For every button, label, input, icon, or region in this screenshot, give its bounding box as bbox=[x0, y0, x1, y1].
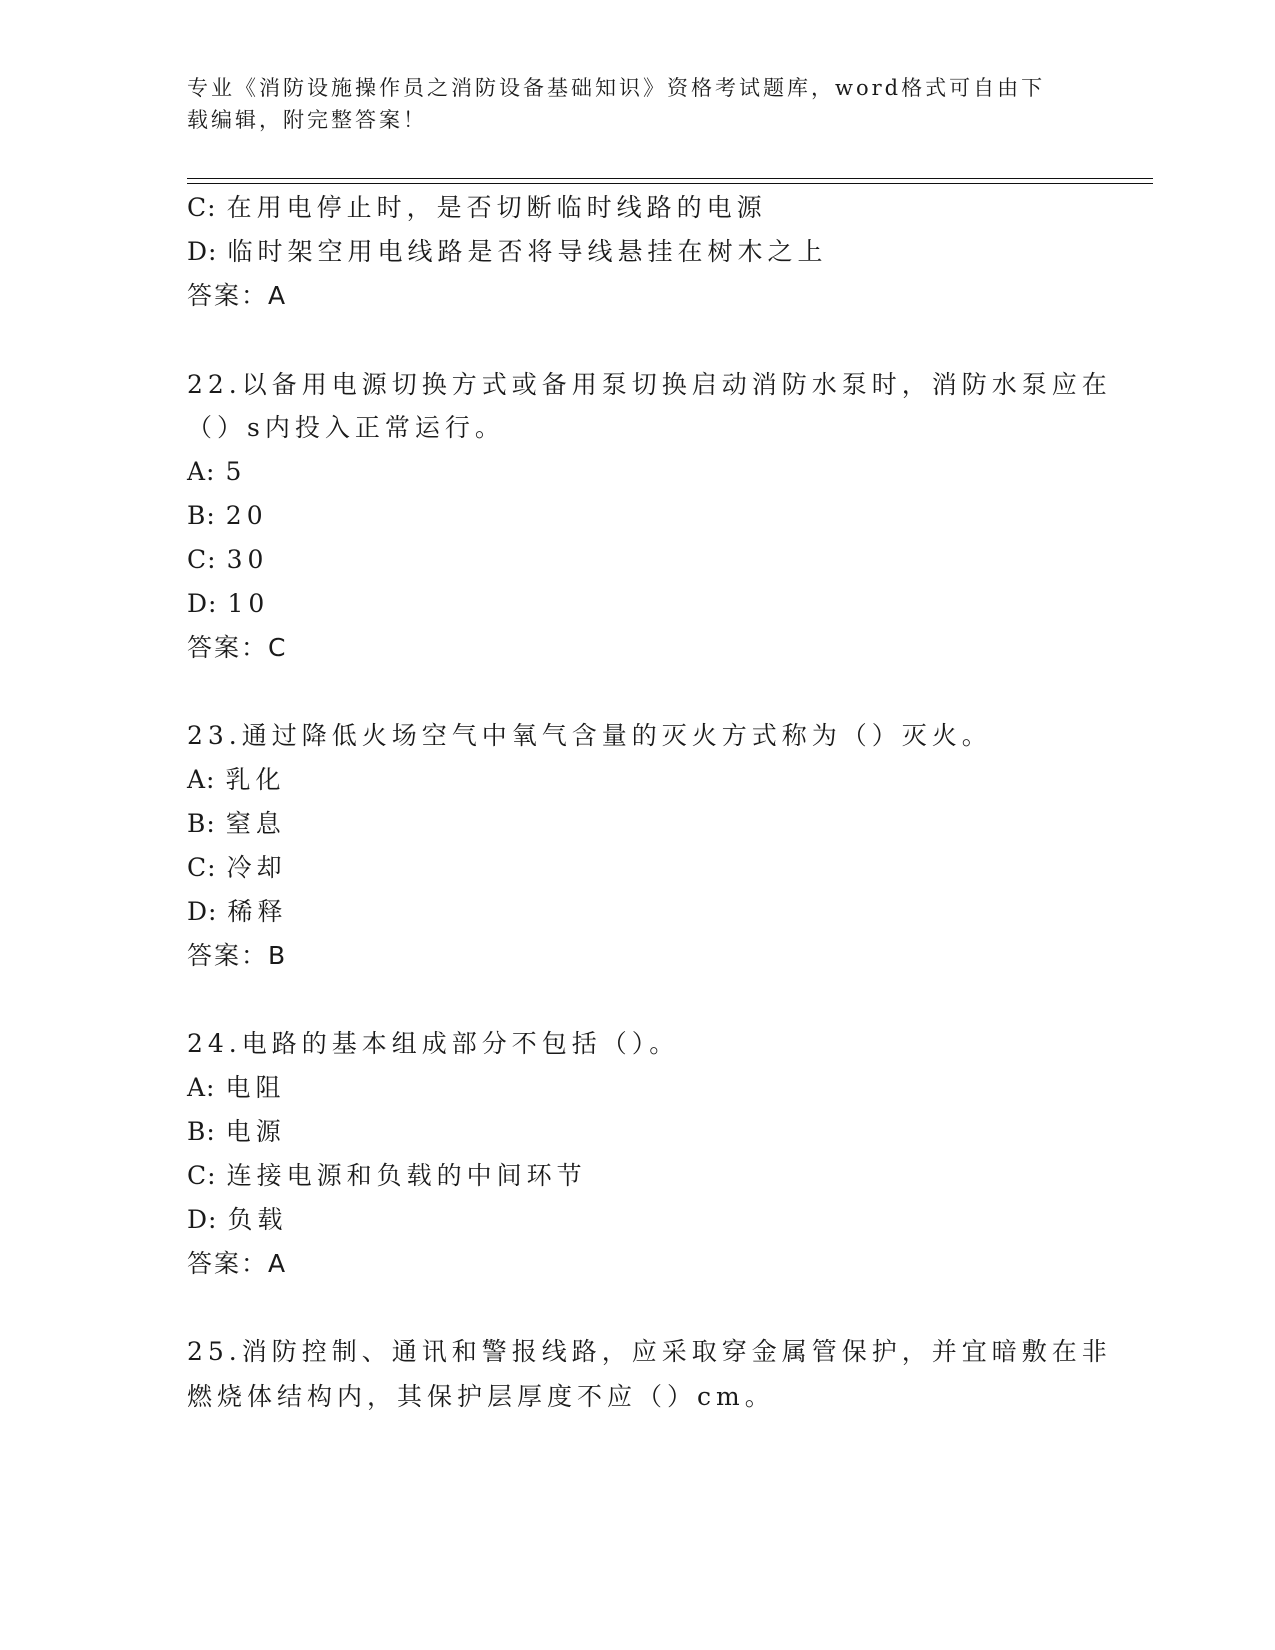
option-key: C: bbox=[187, 1161, 217, 1190]
option-key: A: bbox=[187, 765, 216, 794]
q22-answer: 答案：C bbox=[187, 633, 288, 662]
option-text: 窒息 bbox=[225, 809, 286, 838]
option-key: D: bbox=[187, 589, 218, 618]
option-key: C: bbox=[187, 853, 217, 882]
q22-option-c bbox=[187, 545, 268, 575]
header-divider-bottom bbox=[187, 183, 1153, 184]
option-text: 负载 bbox=[227, 1205, 288, 1234]
q23-option-c bbox=[187, 853, 287, 883]
q23-answer: 答案：B bbox=[187, 941, 288, 970]
option-key: D: bbox=[187, 237, 218, 266]
option-text: 临时架空用电线路是否将导线悬挂在树木之上 bbox=[227, 237, 828, 266]
q22-option-a bbox=[187, 457, 246, 487]
q24-option-b bbox=[187, 1117, 286, 1147]
option-key: B: bbox=[187, 809, 216, 838]
q21-option-c bbox=[187, 193, 767, 223]
q24-stem-line-1: 24.电路的基本组成部分不包括（）。 bbox=[187, 1029, 680, 1058]
option-key: C: bbox=[187, 193, 217, 222]
option-key: D: bbox=[187, 1205, 218, 1234]
option-text: 电源 bbox=[225, 1117, 286, 1146]
header-divider-top bbox=[187, 178, 1153, 179]
q21-option-d bbox=[187, 237, 827, 267]
option-text: 5 bbox=[225, 457, 247, 486]
q24-option-a bbox=[187, 1073, 286, 1103]
option-key: A: bbox=[187, 457, 216, 486]
option-text: 20 bbox=[225, 501, 268, 530]
q23-option-a bbox=[187, 765, 286, 795]
header-line-2: 载编辑，附完整答案！ bbox=[187, 108, 427, 132]
q21-answer: 答案：A bbox=[187, 281, 288, 310]
option-key: B: bbox=[187, 1117, 216, 1146]
option-text: 乳化 bbox=[225, 765, 286, 794]
q22-stem-line-1: 22.以备用电源切换方式或备用泵切换启动消防水泵时，消防水泵应在 bbox=[187, 370, 1112, 399]
option-text: 冷却 bbox=[226, 853, 287, 882]
q23-stem-line-1: 23.通过降低火场空气中氧气含量的灭火方式称为（）灭火。 bbox=[187, 721, 992, 750]
q22-option-d bbox=[187, 589, 269, 619]
q25-stem-line-1: 25.消防控制、通讯和警报线路，应采取穿金属管保护，并宜暗敷在非 bbox=[187, 1337, 1112, 1366]
option-key: B: bbox=[187, 501, 216, 530]
q24-answer: 答案：A bbox=[187, 1249, 288, 1278]
q24-option-c bbox=[187, 1161, 587, 1191]
header-line-1: 专业《消防设施操作员之消防设备基础知识》资格考试题库，word格式可自由下 bbox=[187, 76, 1046, 100]
option-text: 10 bbox=[227, 589, 270, 618]
option-text: 连接电源和负载的中间环节 bbox=[226, 1161, 587, 1190]
option-text: 在用电停止时，是否切断临时线路的电源 bbox=[226, 193, 767, 222]
q22-stem-line-2: （）s内投入正常运行。 bbox=[187, 413, 505, 442]
q25-stem-line-2: 燃烧体结构内，其保护层厚度不应（）cm。 bbox=[187, 1382, 775, 1411]
q23-option-b bbox=[187, 809, 286, 839]
q24-option-d bbox=[187, 1205, 287, 1235]
option-text: 电阻 bbox=[225, 1073, 286, 1102]
option-key: A: bbox=[187, 1073, 216, 1102]
q23-option-d bbox=[187, 897, 287, 927]
q22-option-b bbox=[187, 501, 268, 531]
document-header bbox=[187, 72, 1067, 136]
option-key: D: bbox=[187, 897, 218, 926]
option-text: 30 bbox=[226, 545, 269, 574]
option-text: 稀释 bbox=[227, 897, 288, 926]
option-key: C: bbox=[187, 545, 217, 574]
